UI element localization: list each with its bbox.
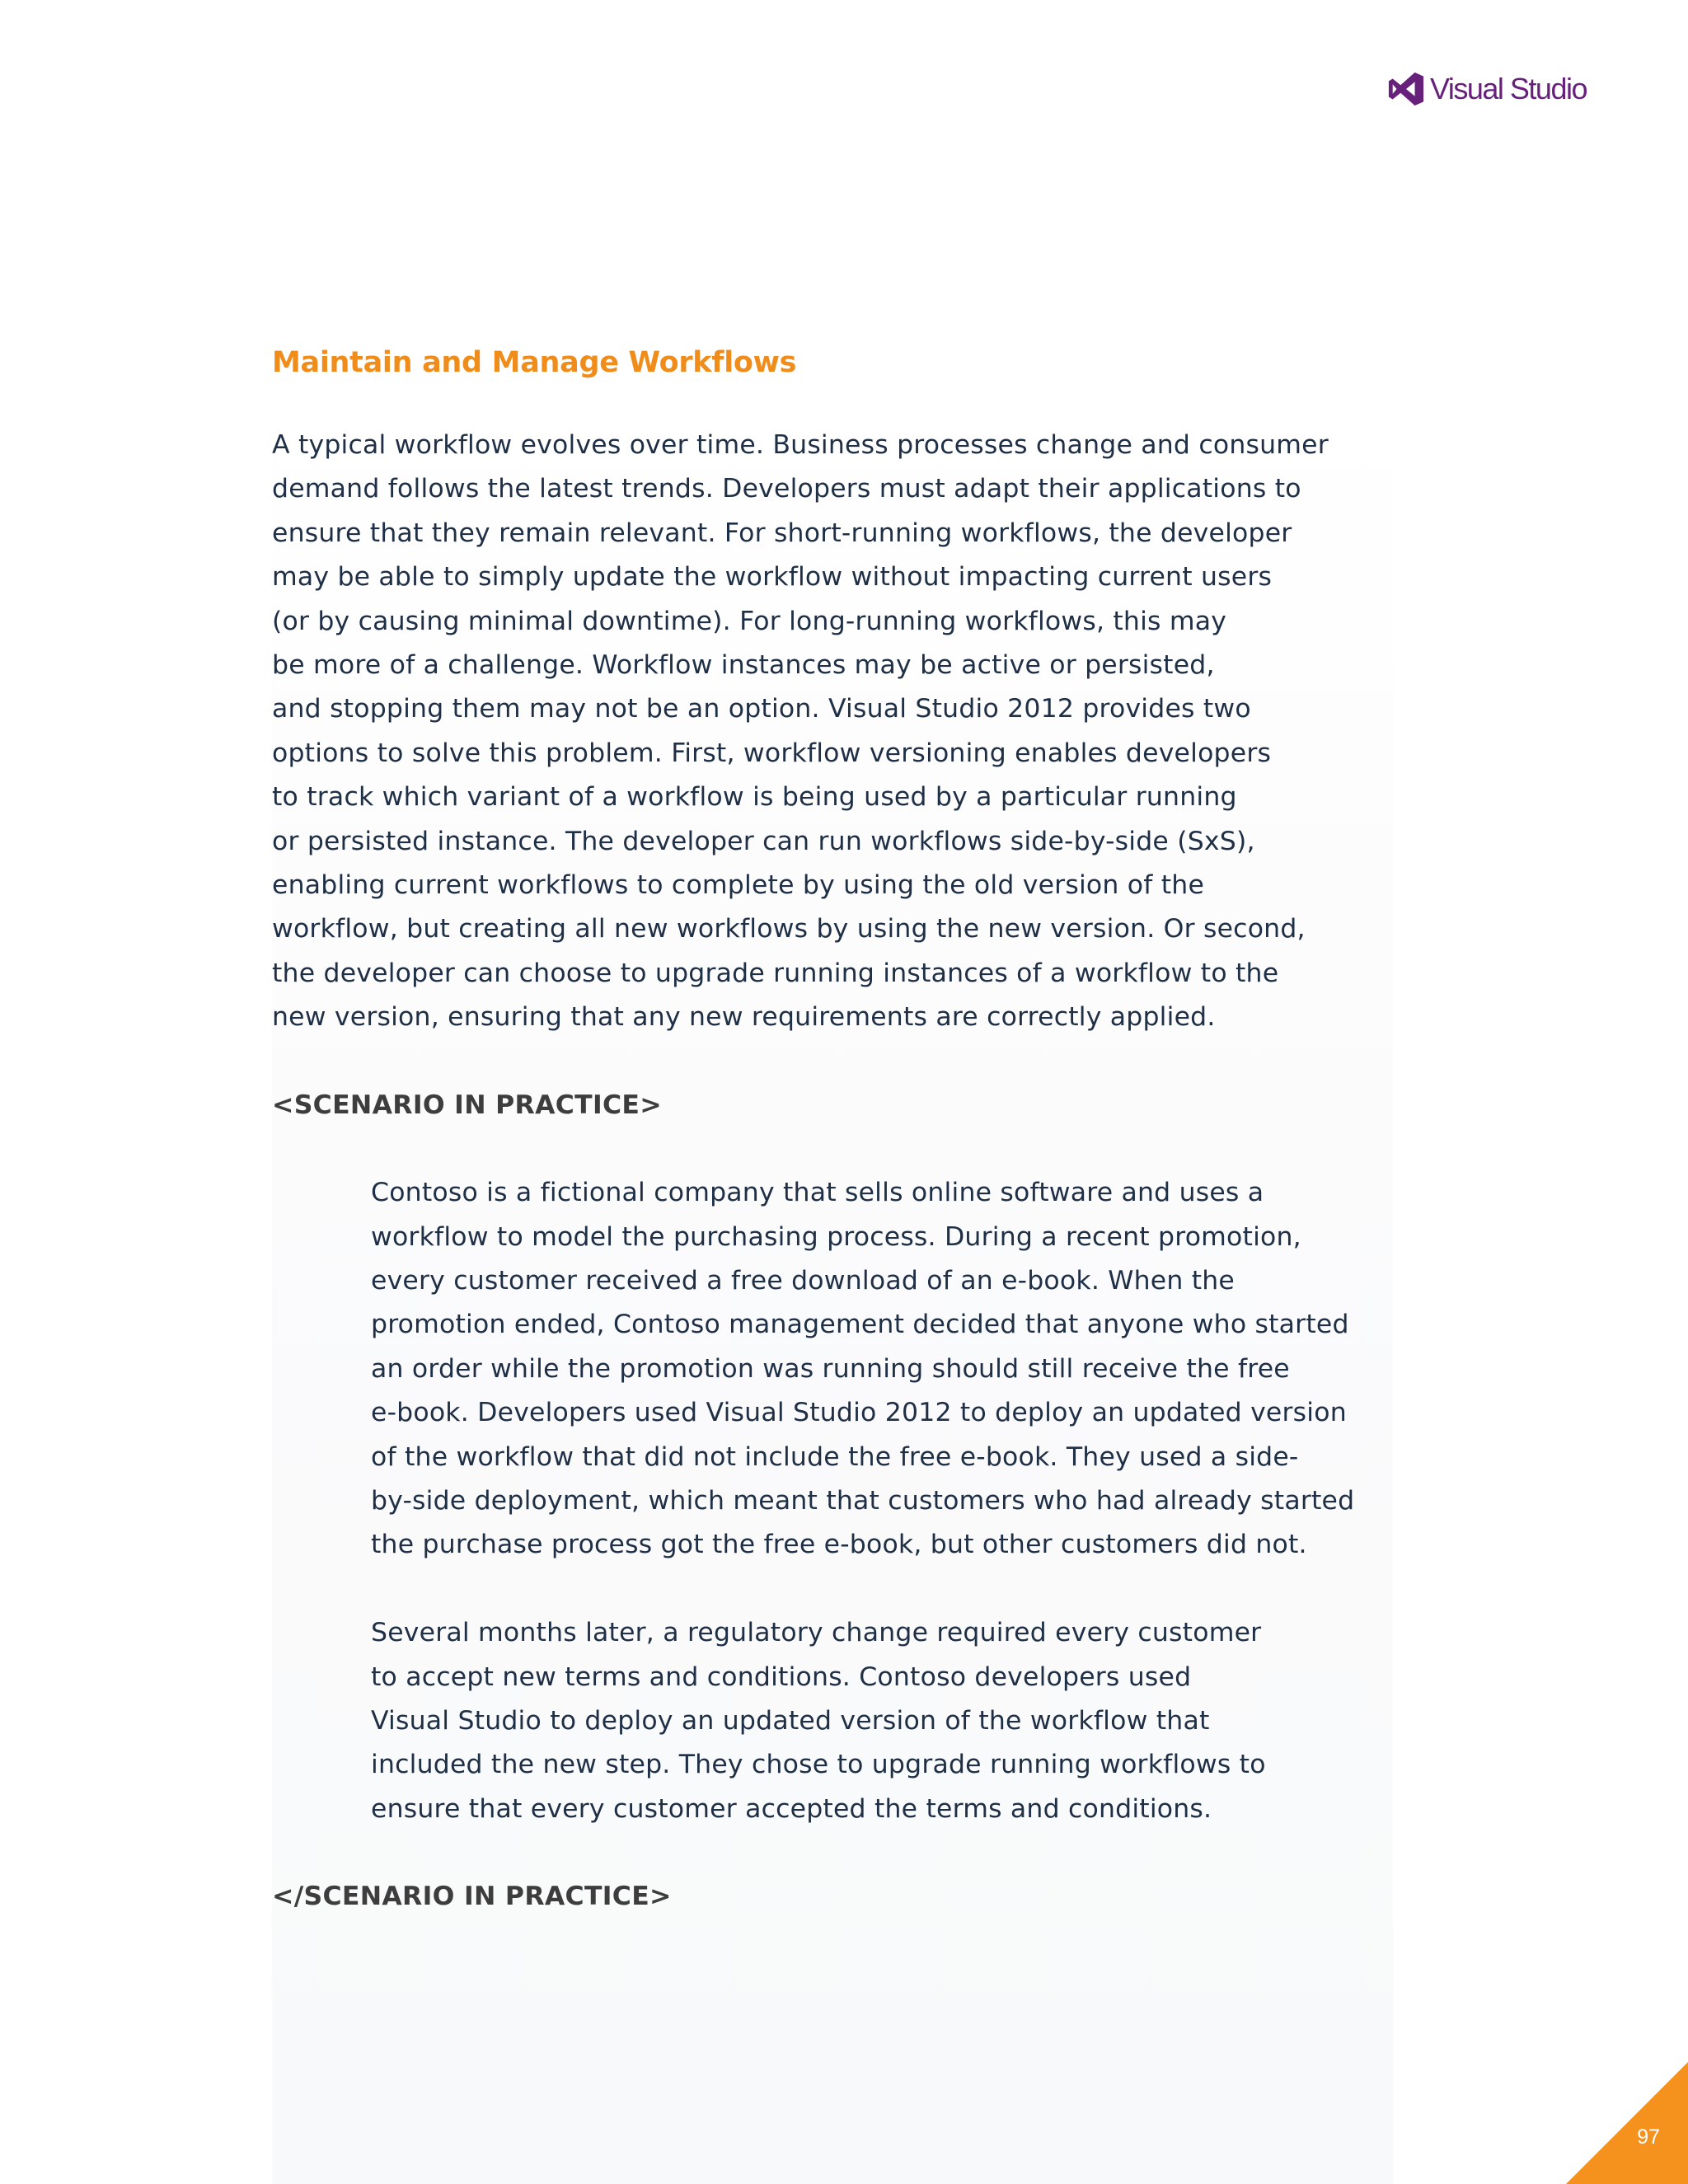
text-line: to accept new terms and conditions. Contoso developers used (371, 1661, 1192, 1692)
scenario-paragraph-1 (371, 1171, 1360, 1568)
text-line: an order while the promotion was running should still receive the free (371, 1353, 1290, 1384)
text-line: ensure that they remain relevant. For short-running workflows, the developer (272, 518, 1292, 548)
visual-studio-logo (1387, 66, 1587, 112)
text-line: Several months later, a regulatory change required every customer (371, 1618, 1262, 1648)
text-line: (or by causing minimal downtime). For long-running workflows, this may (272, 606, 1227, 636)
text-line: workflow to model the purchasing process. During a recent promotion, (371, 1221, 1301, 1252)
text-line: may be able to simply update the workflow without impacting current users (272, 562, 1273, 593)
main-content (272, 338, 1360, 1919)
text-line: A typical workflow evolves over time. Business processes change and consumer (272, 430, 1329, 460)
text-line: enabling current workflows to complete by using the old version of the (272, 870, 1205, 901)
text-line: e-book. Developers used Visual Studio 2012 to deploy an updated version (371, 1398, 1347, 1428)
text-line: included the new step. They chose to upgrade running workflows to (371, 1750, 1266, 1780)
text-line: ensure that every customer accepted the terms and conditions. (371, 1793, 1212, 1824)
text-line: by-side deployment, which meant that customers who had already started (371, 1485, 1355, 1516)
text-line: workflow, but creating all new workflows by using the new version. Or second, (272, 914, 1306, 944)
text-line: every customer received a free download of an e-book. When the (371, 1265, 1236, 1296)
text-line: the developer can choose to upgrade running instances of a workflow to the (272, 958, 1279, 988)
text-line: to track which variant of a workflow is being used by a particular running (272, 782, 1237, 813)
text-line: or persisted instance. The developer can run workflows side-by-side (SxS), (272, 826, 1255, 856)
logo-text: Visual Studio (1430, 72, 1587, 105)
intro-paragraph (272, 424, 1360, 1040)
text-line: be more of a challenge. Workflow instances may be active or persisted, (272, 650, 1215, 681)
page-number: 97 (1637, 2125, 1660, 2149)
scenario-paragraph-2 (371, 1611, 1360, 1831)
text-line: of the workflow that did not include the free e-book. They used a side- (371, 1441, 1299, 1472)
text-line: Visual Studio to deploy an updated version of the workflow that (371, 1705, 1210, 1736)
text-line: demand follows the latest trends. Developers must adapt their applications to (272, 474, 1301, 504)
text-line: options to solve this problem. First, workflow versioning enables developers (272, 738, 1272, 768)
scenario-open-tag: <SCENARIO IN PRACTICE> (272, 1090, 662, 1120)
page-corner-triangle (1566, 2062, 1688, 2184)
text-line: the purchase process got the free e-book, but other customers did not. (371, 1530, 1307, 1560)
scenario-block (371, 1171, 1360, 1831)
section-title: Maintain and Manage Workflows (272, 346, 797, 379)
text-line: Contoso is a fictional company that sells online software and uses a (371, 1178, 1264, 1208)
text-line: new version, ensuring that any new requirements are correctly applied. (272, 1002, 1216, 1033)
visual-studio-logo-icon (1387, 70, 1425, 108)
text-line: and stopping them may not be an option. Visual Studio 2012 provides two (272, 694, 1251, 724)
scenario-close-tag: </SCENARIO IN PRACTICE> (272, 1882, 672, 1912)
text-line: promotion ended, Contoso management decided that anyone who started (371, 1310, 1349, 1340)
